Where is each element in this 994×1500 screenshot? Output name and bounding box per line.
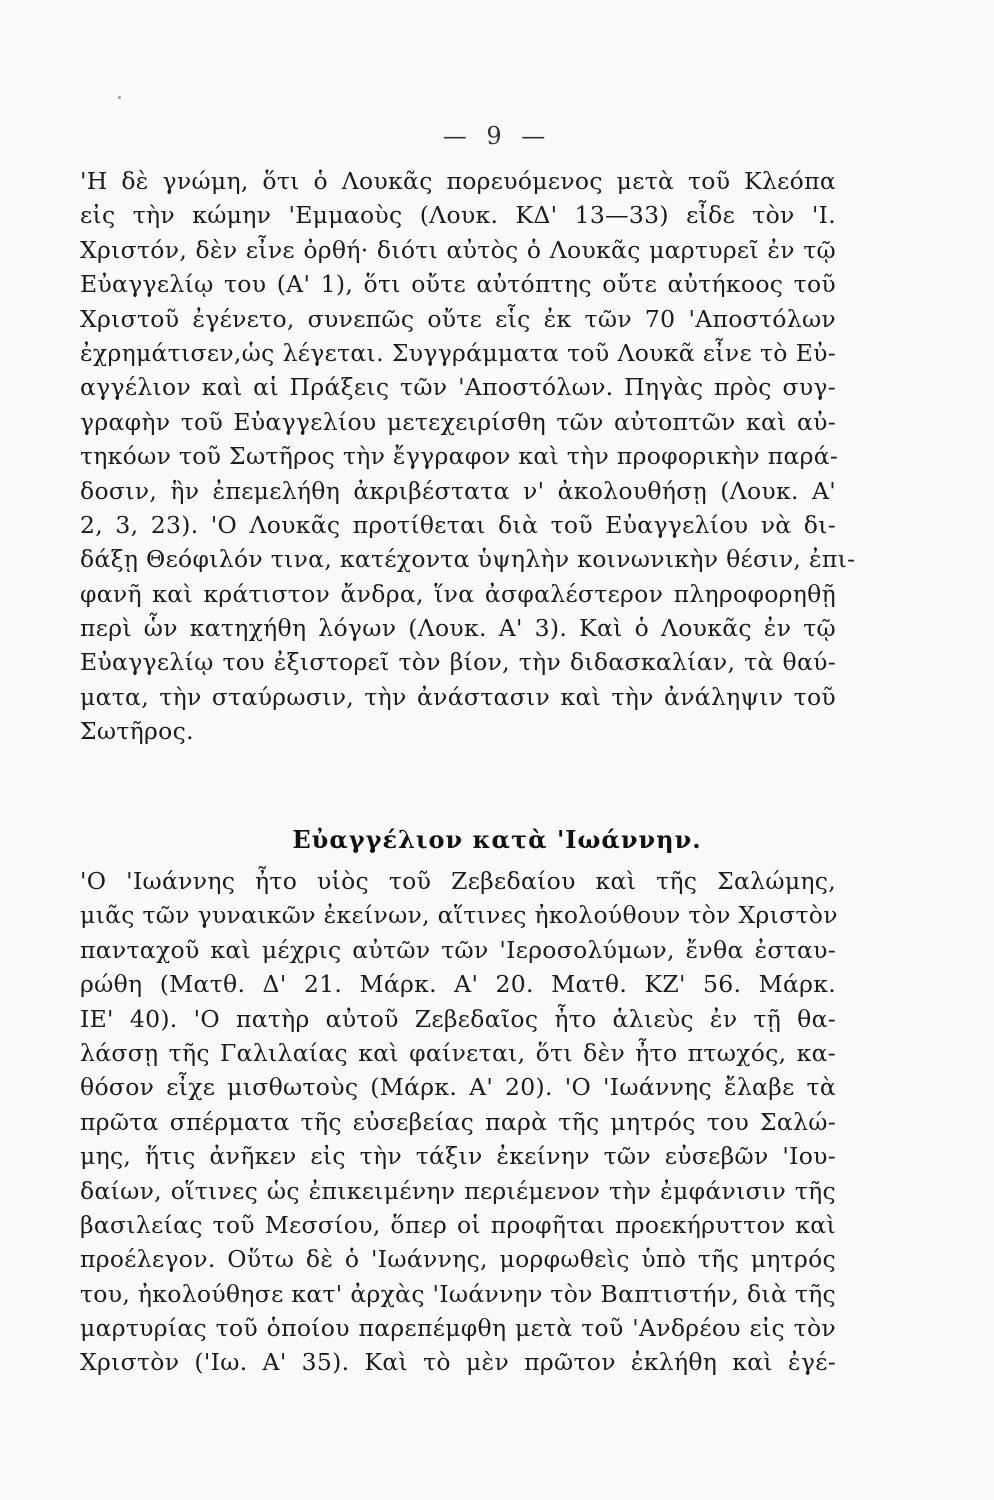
paragraph-luke-line: περὶ ὧν κατηχήθη λόγων (Λουκ. Α' 3). Καὶ ὁ Λουκᾶς ἐν τῷ: [80, 614, 836, 643]
paragraph-luke-line: Χριστοῦ ἐγένετο, συνεπῶς οὔτε εἷς ἐκ τῶν 70 'Αποστόλων: [80, 304, 836, 333]
paragraph-luke-line: 2, 3, 23). 'Ο Λουκᾶς προτίθεται διὰ τοῦ Εὐαγγελίου νὰ δι-: [80, 510, 836, 539]
paragraph-john-line: 'Ο 'Ιωάννης ἦτο υἱὸς τοῦ Ζεβεδαίου καὶ τῆς Σαλώμης,: [80, 867, 836, 895]
page-number: — 9 —: [442, 122, 552, 150]
paragraph-john-line: του, ἠκολούθησε κατ' ἀρχὰς 'Ιωάννην τὸν Βαπτιστήν, διὰ τῆς: [80, 1279, 837, 1308]
paragraph-luke-line: Χριστόν, δὲν εἶνε ὀρθή· διότι αὐτὸς ὁ Λουκᾶς μαρτυρεῖ ἐν τῷ: [80, 235, 836, 264]
paragraph-luke-line: 'Η δὲ γνώμη, ὅτι ὁ Λουκᾶς πορευόμενος μετὰ τοῦ Κλεόπα: [80, 167, 836, 195]
paragraph-luke-line: Σωτῆρος.: [80, 717, 194, 746]
paragraph-john-line: πρῶτα σπέρματα τῆς εὐσεβείας παρὰ τῆς μητρός του Σαλώ-: [80, 1107, 836, 1136]
paper-speck: [118, 96, 121, 99]
paragraph-john-line: μιᾶς τῶν γυναικῶν ἐκείνων, αἵτινες ἠκολούθουν τὸν Χριστὸν: [80, 901, 838, 930]
paragraph-luke-line: δάξῃ Θεόφιλόν τινα, κατέχοντα ὑψηλὴν κοινωνικὴν θέσιν, ἐπι-: [80, 545, 856, 574]
paragraph-john-line: πανταχοῦ καὶ μέχρις αὐτῶν τῶν 'Ιεροσολύμων, ἔνθα ἐσταυ-: [80, 935, 836, 964]
paragraph-john-line: ΙΕ' 40). 'Ο πατὴρ αὐτοῦ Ζεβεδαῖος ἦτο ἁλιεὺς ἐν τῇ θα-: [80, 1004, 836, 1033]
paragraph-luke-line: εἰς τὴν κώμην 'Εμμαοὺς (Λουκ. ΚΔ' 13—33) εἶδε τὸν 'Ι.: [80, 201, 836, 230]
paragraph-luke-line: γραφὴν τοῦ Εὐαγγελίου μετεχειρίσθη τῶν αὐτοπτῶν καὶ αὐ-: [80, 407, 836, 436]
paragraph-luke-line: Εὐαγγελίῳ του (Α' 1), ὅτι οὔτε αὐτόπτης οὔτε αὐτήκοος τοῦ: [80, 270, 836, 299]
paragraph-john-line: μαρτυρίας τοῦ ὁποίου παρεπέμφθη μετὰ τοῦ 'Ανδρέου εἰς τὸν: [80, 1314, 836, 1343]
paragraph-luke-line: δοσιν, ἣν ἐπεμελήθη ἀκριβέστατα ν' ἀκολουθήσῃ (Λουκ. Α': [80, 476, 836, 505]
paragraph-john-line: θόσον εἶχε μισθωτοὺς (Μάρκ. Α' 20). 'Ο 'Ιωάννης ἔλαβε τὰ: [80, 1073, 836, 1102]
paragraph-luke-line: τηκόων τοῦ Σωτῆρος τὴν ἔγγραφον καὶ τὴν προφορικὴν παρά-: [80, 442, 839, 471]
paragraph-luke-line: ἐχρημάτισεν,ὡς λέγεται. Συγγράμματα τοῦ Λουκᾶ εἶνε τὸ Εὐ-: [80, 338, 836, 367]
paragraph-john-line: Χριστὸν ('Ιω. Α' 35). Καὶ τὸ μὲν πρῶτον ἐκλήθη καὶ ἐγέ-: [80, 1348, 836, 1377]
paragraph-john: [80, 864, 836, 1380]
paragraph-luke-line: Εὐαγγελίῳ του ἐξιστορεῖ τὸν βίον, τὴν διδασκαλίαν, τὰ θαύ-: [80, 648, 836, 677]
paragraph-john-line: μης, ἥτις ἀνῆκεν εἰς τὴν τάξιν ἐκείνην τῶν εὐσεβῶν 'Ιου-: [80, 1142, 836, 1171]
paragraph-luke-line: αγγέλιον καὶ αἱ Πράξεις τῶν 'Αποστόλων. Πηγὰς πρὸς συγ-: [80, 373, 836, 402]
paragraph-john-line: λάσσῃ τῆς Γαλιλαίας καὶ φαίνεται, ὅτι δὲν ἦτο πτωχός, κα-: [80, 1038, 836, 1067]
paragraph-luke: [80, 164, 856, 749]
paragraph-luke-line: ματα, τὴν σταύρωσιν, τὴν ἀνάστασιν καὶ τὴν ἀνάληψιν τοῦ: [80, 682, 836, 711]
paragraph-luke-line: φανῆ καὶ κράτιστον ἄνδρα, ἵνα ἀσφαλέστερον πληροφορηθῇ: [80, 579, 836, 608]
paragraph-john-line: προέλεγον. Οὕτω δὲ ὁ 'Ιωάννης, μορφωθεὶς ὑπὸ τῆς μητρός: [80, 1245, 836, 1274]
paragraph-john-line: δαίων, οἵτινες ὡς ἐπικειμένην περιέμενον τὴν ἐμφάνισιν τῆς: [80, 1176, 836, 1205]
section-heading: Εὐαγγέλιον κατὰ 'Ιωάννην.: [292, 825, 702, 854]
paragraph-john-line: ρώθη (Ματθ. Δ' 21. Μάρκ. Α' 20. Ματθ. ΚΖ' 56. Μάρκ.: [80, 970, 836, 999]
paragraph-john-line: βασιλείας τοῦ Μεσσίου, ὅπερ οἱ προφῆται προεκήρυττον καὶ: [80, 1210, 836, 1239]
